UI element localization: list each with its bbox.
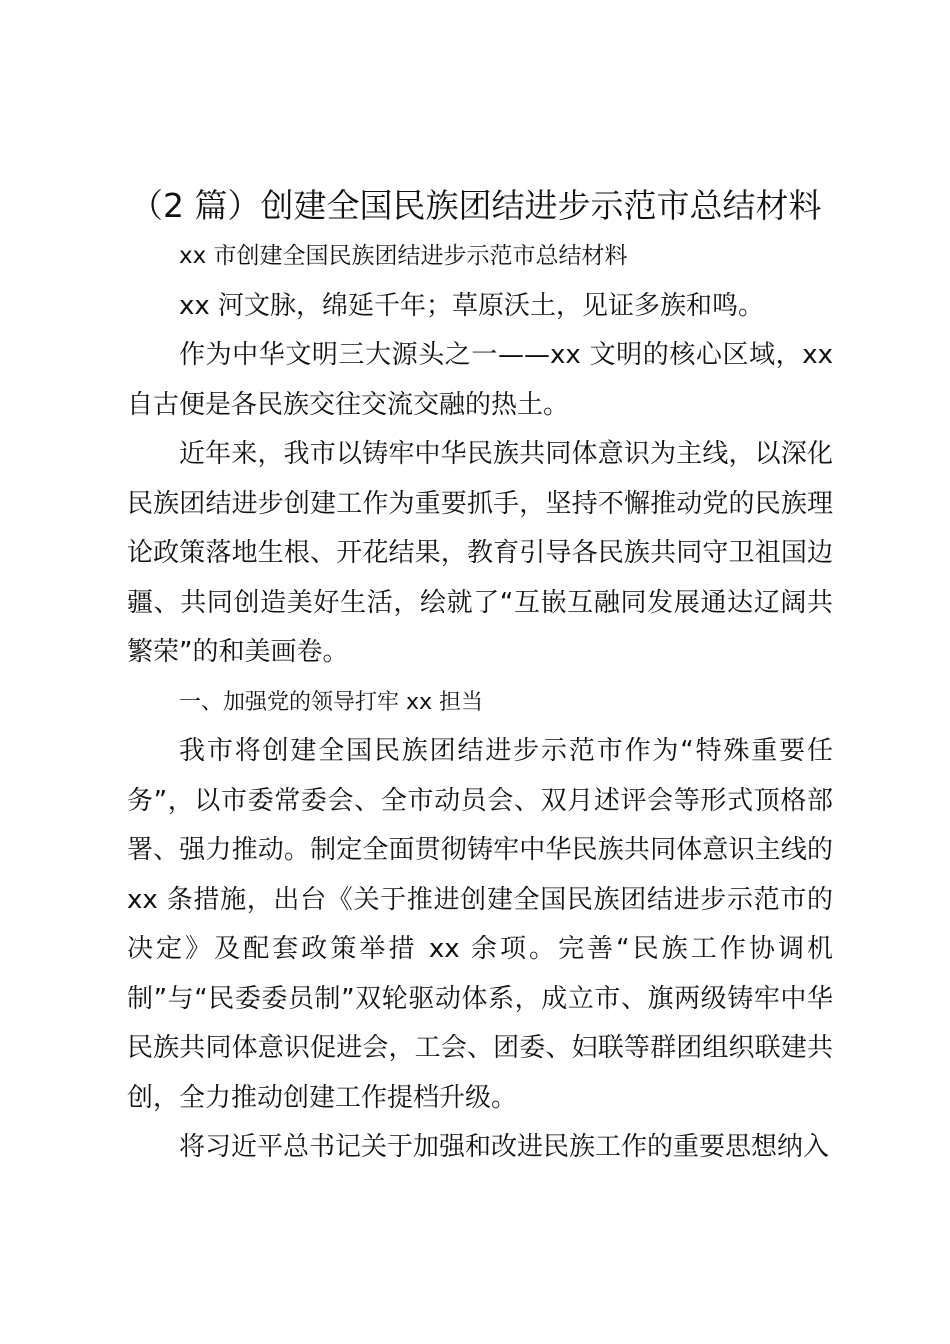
paragraph-section-1-body: 我市将创建全国民族团结进步示范市作为“特殊重要任务”，以市委常委会、全市动员会、双月述评会等形式顶格部署、强力推动。制定全面贯彻铸牢中华民族共同体意识主线的 xx 条措施，出台《关于推进创建全国民族团结进步示范市的决定》及配套政策举措 xx 余项。完善“民族工作协调机制”与“民委委员制”双轮驱动体系，成立市、旗两级铸牢中华民族共同体意识促进会，工会、团委、妇联等群团组织联建共创，全力推动创建工作提档升级。: [127, 736, 833, 1113]
document-body: [127, 232, 833, 1173]
section-heading-1: 一、加强党的领导打牢 xx 担当: [179, 689, 484, 715]
paragraph-recent: 近年来，我市以铸牢中华民族共同体意识为主线，以深化民族团结进步创建工作为重要抓手，坚持不懈推动党的民族理论政策落地生根、开花结果，教育引导各民族共同守卫祖国边疆、共同创造美好生活，绘就了“互嵌互融同发展通达辽阔共繁荣”的和美画卷。: [127, 439, 833, 667]
document-subtitle: xx 市创建全国民族团结进步示范市总结材料: [179, 243, 628, 269]
document-title: （2 篇）创建全国民族团结进步示范市总结材料: [130, 186, 822, 225]
paragraph-origin: 作为中华文明三大源头之一——xx 文明的核心区域，xx 自古便是各民族交往交流交融的热土。: [127, 340, 833, 420]
paragraph-intro: xx 河文脉，绵延千年；草原沃土，见证多族和鸣。: [179, 290, 765, 321]
paragraph-continued: 将习近平总书记关于加强和改进民族工作的重要思想纳入: [179, 1132, 830, 1162]
